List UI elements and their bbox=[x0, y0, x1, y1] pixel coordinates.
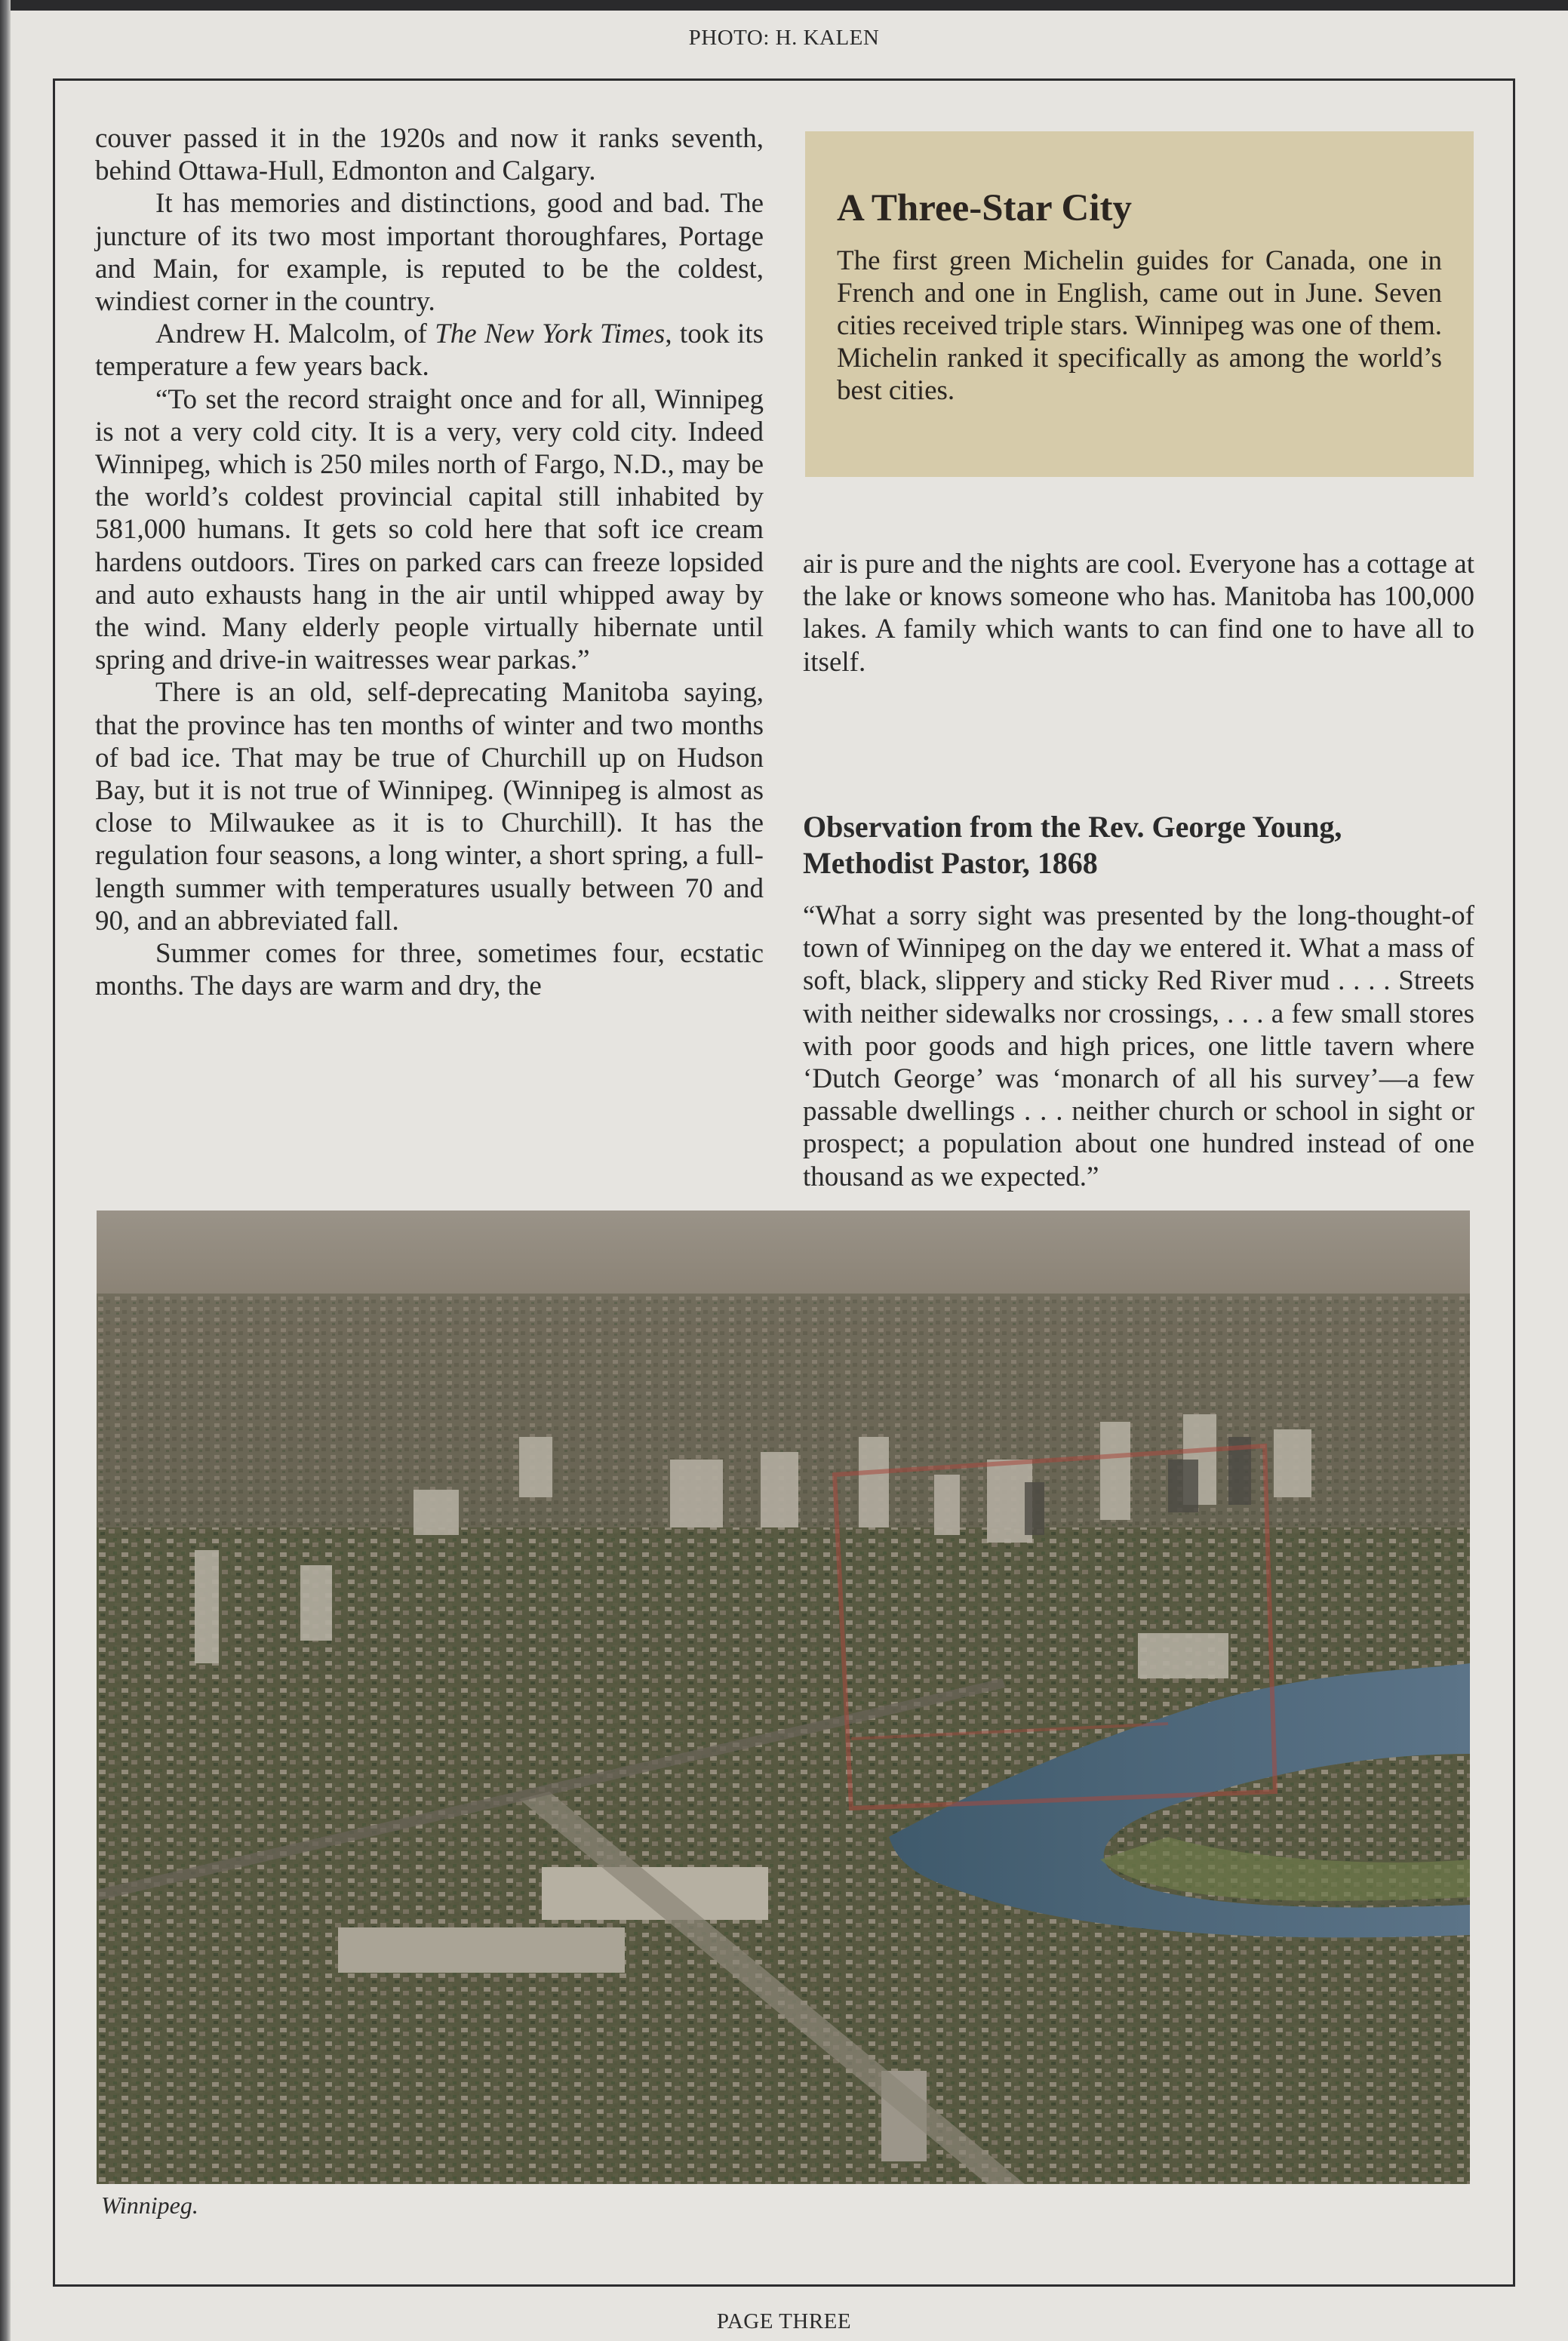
sidebar-title: A Three-Star City bbox=[837, 187, 1132, 229]
left-paragraph-4-quote: “To set the record straight once and for all, Winnipeg is not a very cold city. It is a very, very cold city. Indeed Winnipeg, which is 250 miles north of Fargo, N.D., may be the world’s coldest provincial capital still inhabited by 581,000 humans. It gets so cold here that soft ice cream hardens outdoors. Tires on parked cars can freeze lopsided and auto exhausts hang in the air until whipped away by the wind. Many elderly people virtually hibernate until spring and drive-in waitresses wear parkas.” bbox=[95, 383, 764, 676]
observation-section bbox=[803, 809, 1474, 1193]
left-text-column bbox=[95, 122, 764, 1002]
left-paragraph-3-start: Andrew H. Malcolm, of bbox=[155, 318, 435, 350]
three-star-city-sidebar bbox=[805, 131, 1474, 477]
top-edge-band bbox=[0, 0, 1568, 11]
left-paragraph-3 bbox=[95, 318, 764, 383]
winnipeg-aerial-photo bbox=[97, 1210, 1470, 2184]
left-paragraph-5: There is an old, self-deprecating Manitoba saying, that the province has ten months of winter and two months of bad ice. That may be true of Churchill up on Hudson Bay, but it is not true of Winnipeg. (Winnipeg is almost as close to Milwaukee as it is to Churchill). It has the regulation four seasons, a long winter, a short spring, a full-length summer with temperatures usually between 70 and 90, and an abbreviated fall. bbox=[95, 677, 764, 937]
right-paragraph-1: air is pure and the nights are cool. Everyone has a cottage at the lake or knows someone who has. Manitoba has 100,000 lakes. A family which wants to can find one to have all to itself. bbox=[803, 549, 1474, 678]
photo-caption: Winnipeg. bbox=[101, 2192, 198, 2219]
page-number: PAGE THREE bbox=[716, 2309, 852, 2333]
observation-quote: “What a sorry sight was presented by the long-thought-of town of Winnipeg on the day we entered it. What a mass of soft, black, slippery and sticky Red River mud . . . . Streets with neither sidewalks nor crossings, . . . a few small stores with poor goods and high prices, one little tavern where ‘Dutch George’ was ‘monarch of all his survey’—a few passable dwellings . . . neither church or school in sight or prospect; a population about one hundred instead of one thousand as we expected.” bbox=[803, 900, 1474, 1192]
photo-credit: PHOTO: H. KALEN bbox=[688, 26, 880, 50]
newspaper-title: The New York Times bbox=[435, 318, 666, 350]
page-spine-shadow bbox=[0, 0, 11, 2341]
observation-subheading: Observation from the Rev. George Young, Methodist Pastor, 1868 bbox=[803, 810, 1342, 880]
right-text-column bbox=[803, 548, 1474, 678]
left-paragraph-3-end: , took its temperature a few years back. bbox=[95, 318, 764, 383]
sidebar-text: The first green Michelin guides for Canada, one in French and one in English, came out in June. Seven cities received triple stars. Winnipeg was one of them. Michelin ranked it specifically as among the world’s best cities. bbox=[837, 245, 1442, 406]
left-paragraph-1: couver passed it in the 1920s and now it ranks seventh, behind Ottawa-Hull, Edmonton and Calgary. bbox=[95, 123, 764, 187]
left-paragraph-2: It has memories and distinctions, good and bad. The juncture of its two most important thoroughfares, Portage and Main, for example, is reputed to be the coldest, windiest corner in the country. bbox=[95, 188, 764, 318]
left-paragraph-6: Summer comes for three, sometimes four, ecstatic months. The days are warm and dry, the bbox=[95, 938, 764, 1002]
